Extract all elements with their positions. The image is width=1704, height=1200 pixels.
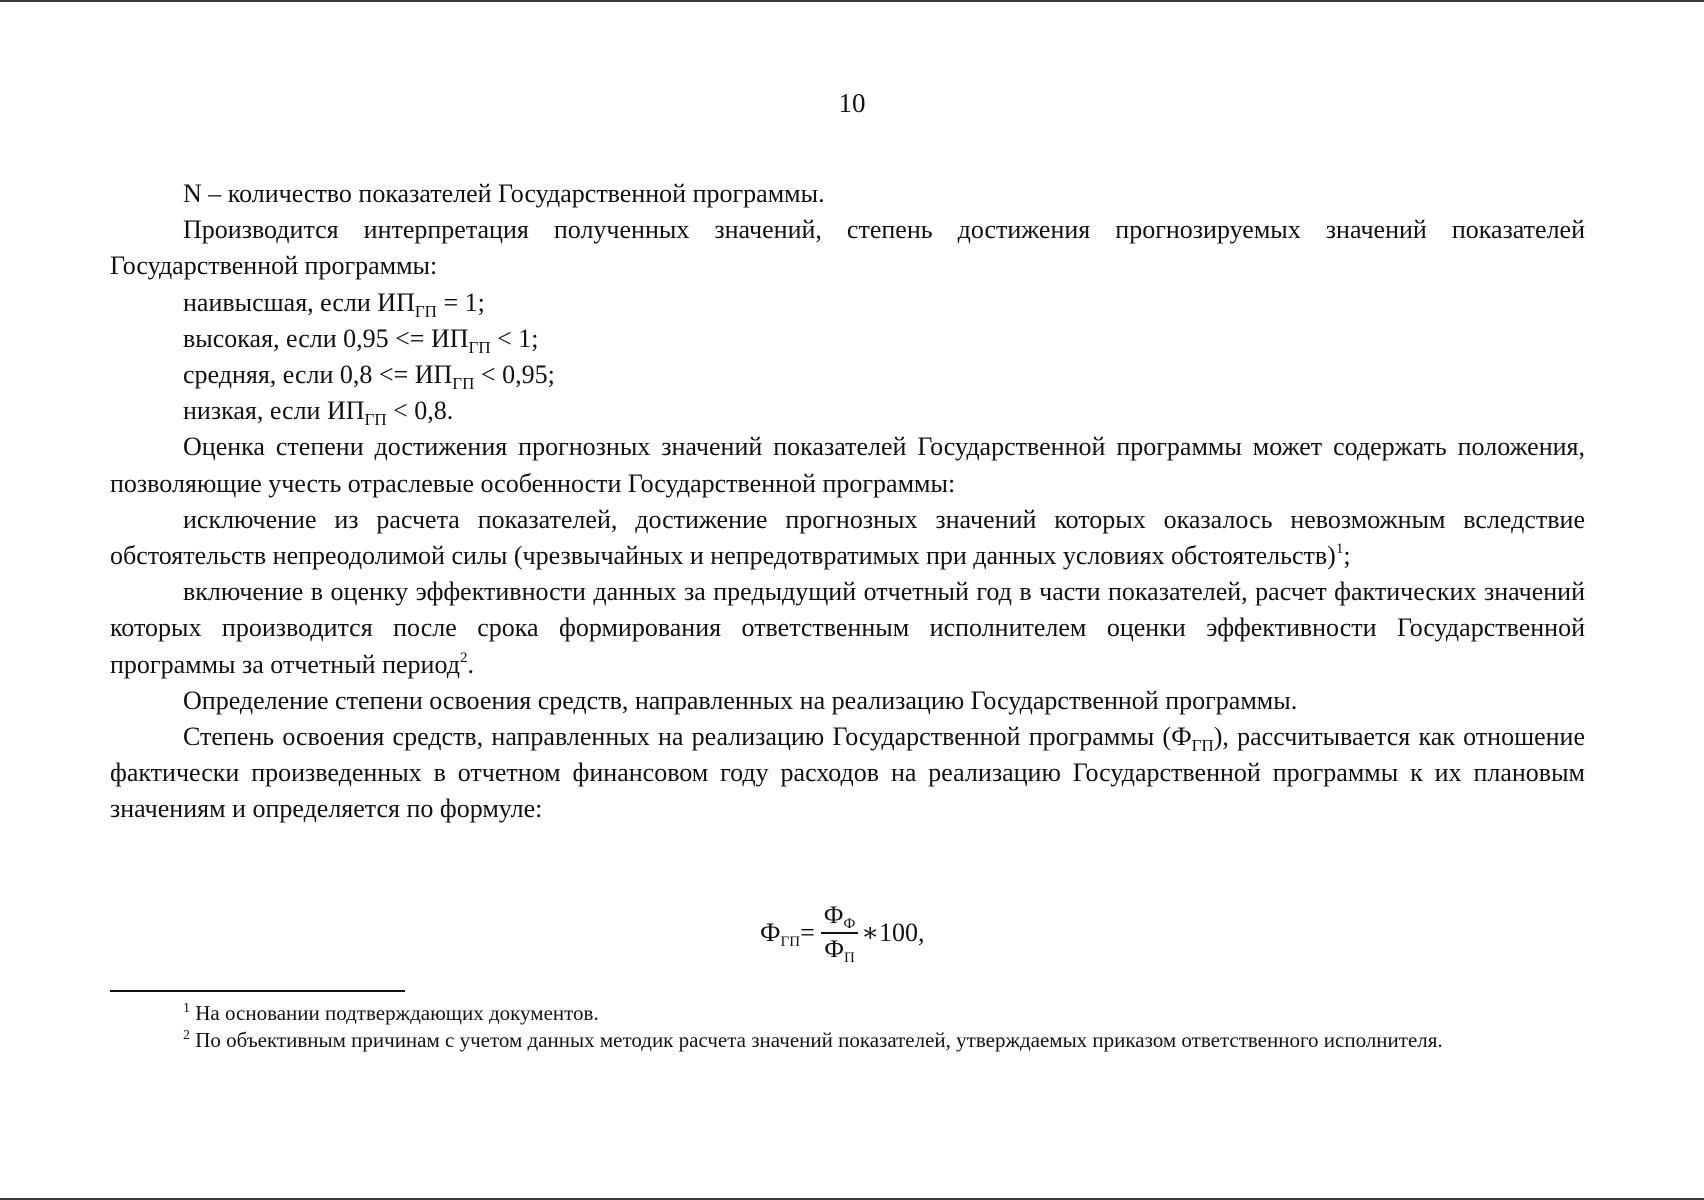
level-low: низкая, если $ИП_{ГП} < 0,8$. [183,396,454,430]
formula-lhs: $Ф_{ГП}$ [760,918,801,950]
formula-denominator: $Ф_П$ [824,936,855,966]
footnote-ref-1: 1 [1335,541,1344,558]
paragraph-exclusion: исключение из расчета показателей, достижение прогнозных значений которых оказалось невозможным вследствие обстоятельств непреодолимой силы (чрезвычайных и непредотвратимых при данных условиях обстоятельств)$^1$; [110,504,1585,571]
page-number: 10 [838,88,866,118]
paragraph-interpretation: Производится интерпретация полученных значений, степень достижения прогнозируемых значений показателей Государственной программы: [110,215,1585,281]
formula-numerator: $Ф_Ф$ [823,902,856,932]
footnote-2: $^2$ По объективным причинам с учетом данных методик расчета значений показателей, утверждаемых приказом ответственного исполнителя. [183,1028,1443,1052]
scan-top-edge [0,0,1704,2]
fraction-bar [821,932,859,934]
paragraph-assessment: Оценка степени достижения прогнозных значений показателей Государственной программы может содержать положения, позволяющие учесть отраслевые особенности Государственной программы: [110,432,1585,498]
formula-multiplier: ∗100, [861,918,925,947]
level-highest: наивысшая, если $ИП_{ГП} = 1$; [183,287,485,321]
formula-fraction [821,901,859,965]
paragraph-inclusion: включение в оценку эффективности данных за предыдущий отчетный год в части показателей, расчет фактических значений которых производится после срока формирования ответственным исполнителем оценки эффективности Государственной программы за отчетный период$^2$. [110,577,1585,679]
footnote-1: $^1$ На основании подтверждающих документов. [183,1001,599,1025]
level-medium: средняя, если $0,8 <= ИП_{ГП} < 0,95$; [183,360,555,394]
paragraph-indicator-count: N – количество показателей Государственной программы. [183,179,825,208]
paragraph-funds-degree: Степень освоения средств, направленных на реализацию Государственной программы $(Ф_{ГП})$, рассчитывается как отношение фактически произведенных в отчетном финансовом году расходов на реализацию Государственной программы к их плановым значениям и определяется по формуле: [110,722,1585,824]
paragraph-funds-definition: Определение степени освоения средств, направленных на реализацию Государственной программы. [183,685,1298,715]
footnotes [110,1000,1585,1054]
footnote-separator [110,990,405,992]
footnote-ref-2: 2 [459,649,468,666]
level-high: высокая, если $0,95 <= ИП_{ГП} < 1$; [183,323,539,357]
formula [760,898,925,968]
formula-equals: = [800,918,815,947]
document-body [110,176,1585,828]
